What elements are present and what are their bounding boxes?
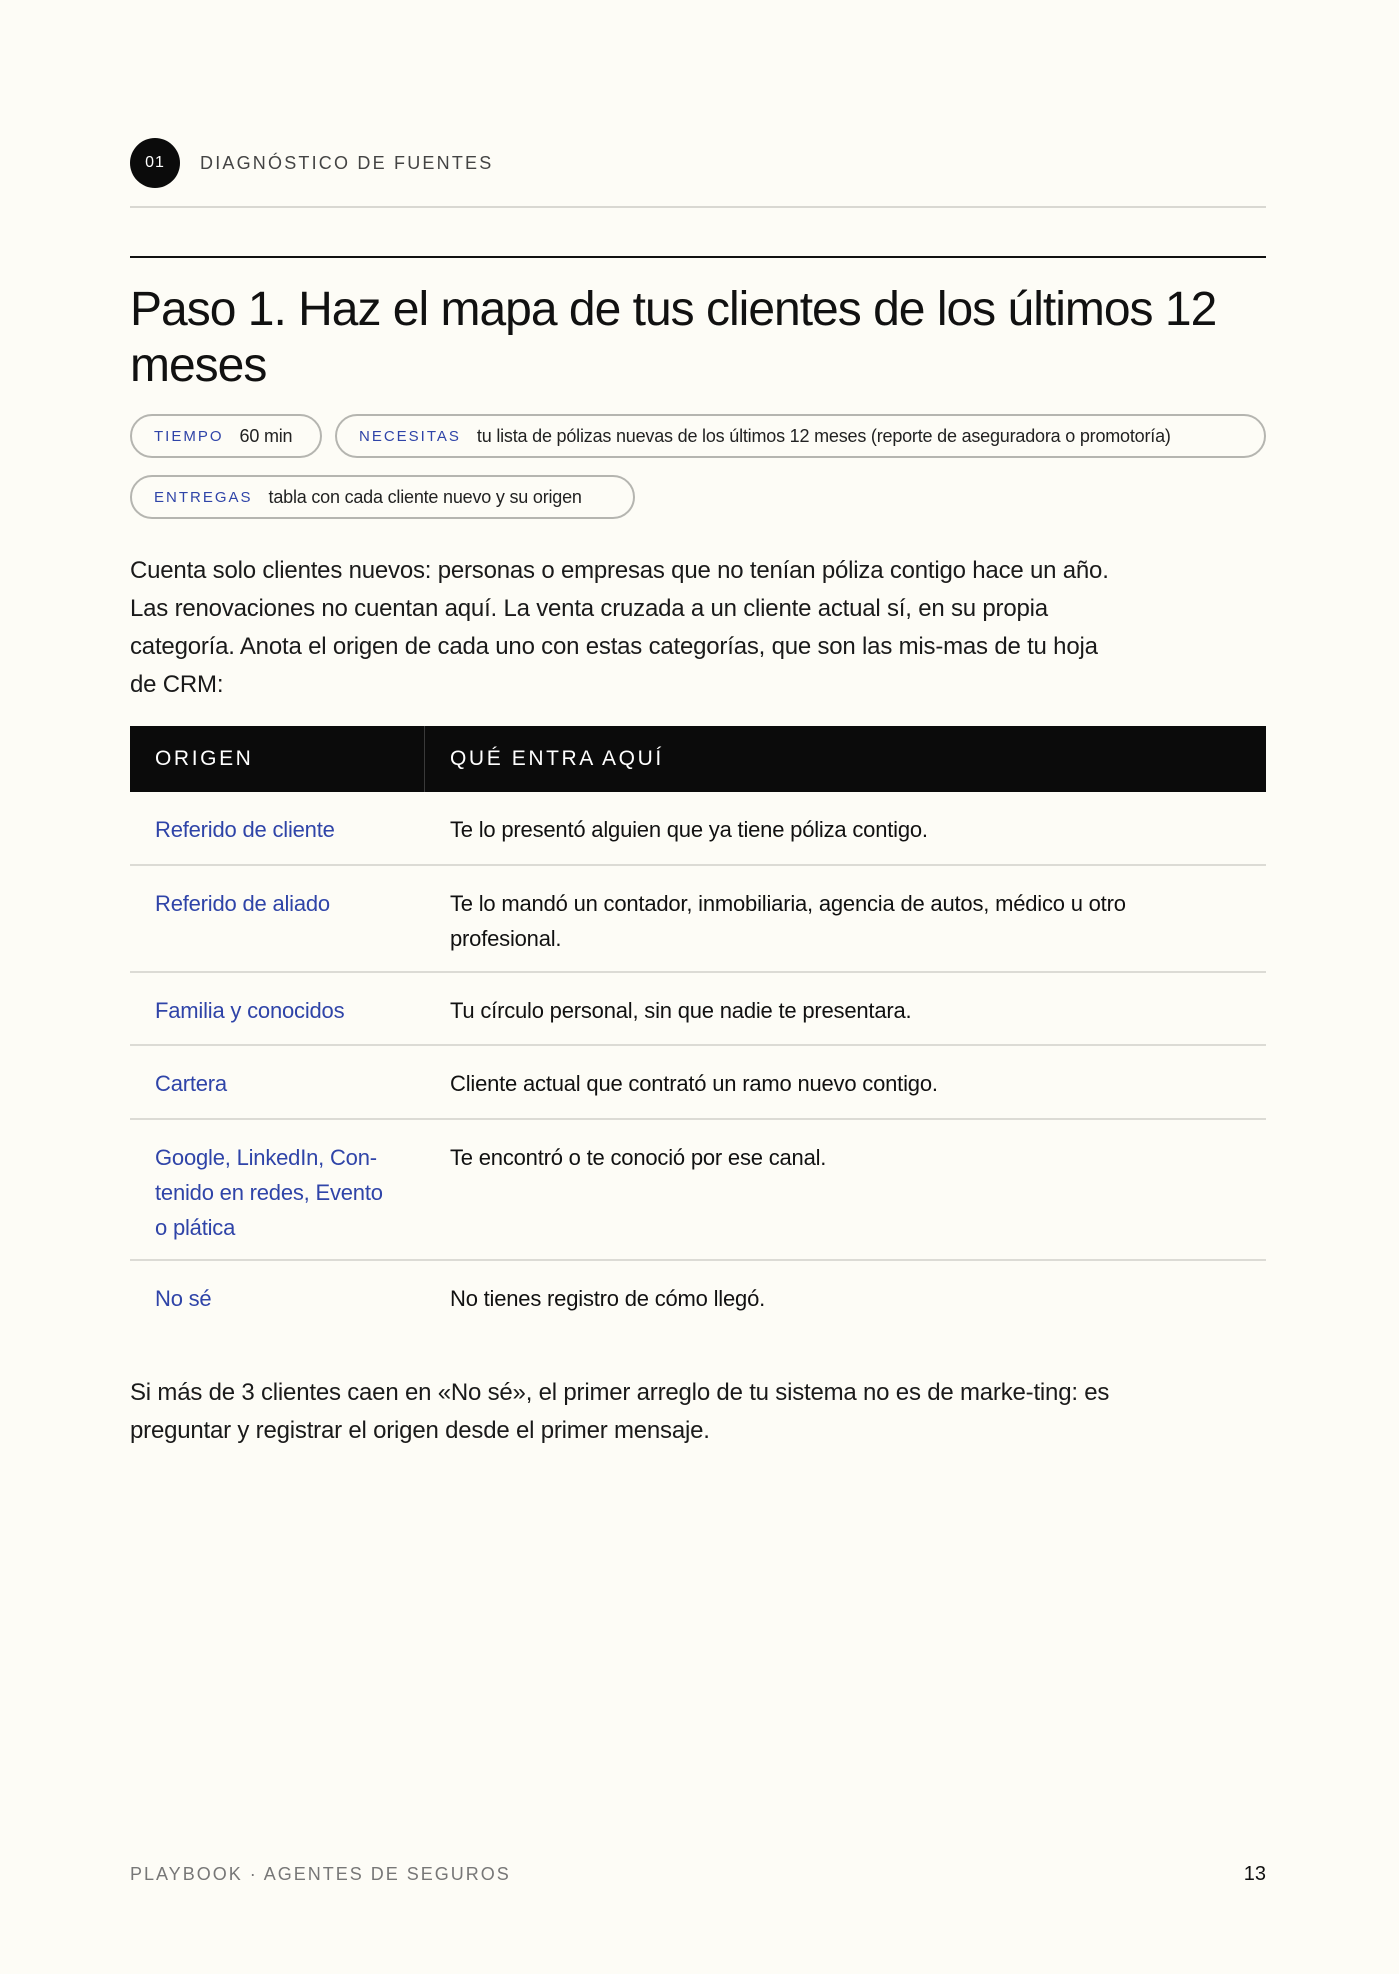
- description-cell: Te lo mandó un contador, inmobiliaria, agencia de autos, médico u otro profesional.: [450, 891, 1126, 951]
- table-row: [130, 1261, 1266, 1334]
- table-header-row: [130, 726, 1266, 792]
- table-row: [130, 1120, 1266, 1261]
- needs-pill-value: tu lista de pólizas nuevas de los últimos 12 meses (reporte de aseguradora o promotoría): [476, 425, 1171, 446]
- table-row: [130, 792, 1266, 866]
- deliver-pill-key: ENTREGAS: [154, 488, 253, 506]
- section-number-badge: 01: [130, 138, 180, 188]
- time-pill-value: 60 min: [239, 425, 293, 446]
- page: [130, 0, 1266, 1974]
- origin-cell: Google, LinkedIn, Con-tenido en redes, Evento o plática: [155, 1145, 383, 1240]
- description-cell: Te encontró o te conoció por ese canal.: [450, 1145, 827, 1170]
- table-row: [130, 973, 1266, 1046]
- table-row: [130, 1046, 1266, 1120]
- table-row: [130, 866, 1266, 973]
- section-title: DIAGNÓSTICO DE FUENTES: [200, 153, 494, 173]
- origin-cell: Referido de cliente: [155, 817, 335, 842]
- time-pill: [130, 414, 322, 458]
- closing-paragraph: Si más de 3 clientes caen en «No sé», el primer arreglo de tu sistema no es de marke-ting: es preguntar y registrar el origen desde el primer mensaje.: [130, 1379, 1110, 1444]
- origin-cell: Familia y conocidos: [155, 998, 345, 1023]
- description-cell: Te lo presentó alguien que ya tiene póliza contigo.: [450, 817, 928, 842]
- page-number: 13: [1243, 1863, 1266, 1885]
- needs-pill: [335, 414, 1266, 458]
- page-title: Paso 1. Haz el mapa de tus clientes de los últimos 12 meses: [130, 283, 1217, 392]
- deliver-pill: [130, 475, 635, 519]
- needs-pill-key: NECESITAS: [359, 427, 461, 445]
- deliver-pill-value: tabla con cada cliente nuevo y su origen: [268, 486, 582, 507]
- footer-publication: PLAYBOOK · AGENTES DE SEGUROS: [130, 1864, 511, 1884]
- time-pill-key: TIEMPO: [154, 427, 224, 445]
- description-cell: Cliente actual que contrató un ramo nuevo contigo.: [450, 1071, 938, 1096]
- origin-table: [130, 726, 1266, 1334]
- origin-cell: Cartera: [155, 1071, 227, 1096]
- section-header: [130, 138, 1266, 208]
- origin-cell: No sé: [155, 1286, 212, 1311]
- column-header-what: QUÉ ENTRA AQUÍ: [450, 747, 664, 770]
- description-cell: Tu círculo personal, sin que nadie te presentara.: [450, 998, 912, 1023]
- title-divider: [130, 256, 1266, 258]
- column-header-origin: ORIGEN: [130, 726, 425, 792]
- description-cell: No tienes registro de cómo llegó.: [450, 1286, 766, 1311]
- origin-cell: Referido de aliado: [155, 891, 330, 916]
- intro-paragraph: Cuenta solo clientes nuevos: personas o empresas que no tenían póliza contigo hace un año. Las renovaciones no cuentan aquí. La venta cruzada a un cliente actual sí, en su propia categoría. Anota el origen de cada uno con estas categorías, que son las mis-mas de tu hoja de CRM:: [130, 557, 1109, 698]
